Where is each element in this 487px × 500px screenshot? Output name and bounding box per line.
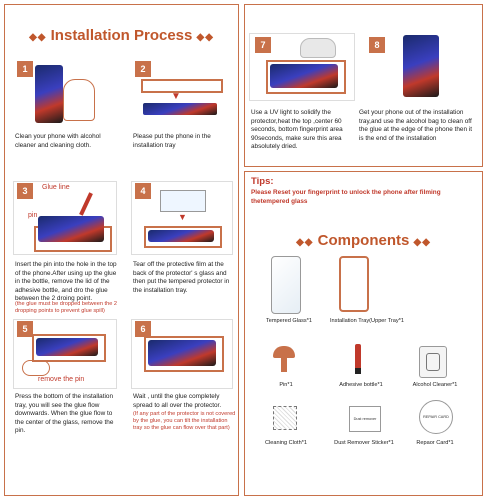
step-number: 3	[17, 183, 33, 199]
tips-title: Tips:	[251, 176, 274, 187]
tempered-glass-icon	[271, 256, 301, 314]
step-6-text: Wait , until the glue completely spread to all over the protector.	[133, 393, 222, 409]
step-3-text: Insert the pin into the hole in the top of the phone.After using up the glue in the bottle, remove the lid of the adhesive bottle, and dro the glue between the 2 droing point.	[15, 261, 117, 303]
pin-icon	[273, 346, 295, 358]
bottle-cap	[355, 368, 361, 374]
components-header	[245, 232, 482, 249]
step-3-note: (the glue must be dropped between the 2 dropping points to prevent glue spill)	[15, 301, 118, 315]
component-pin	[261, 344, 311, 394]
component-dust-remover	[329, 404, 399, 454]
component-cleaning-cloth	[261, 404, 311, 454]
phone-illustration	[143, 103, 217, 115]
remove-pin-label: remove the pin	[38, 376, 85, 383]
component-label: Alcohol Cleaner*1	[412, 382, 458, 388]
title-dots-left: ◆◆	[29, 32, 47, 43]
alcohol-cleaner-icon	[419, 346, 447, 378]
steps-7-8-panel	[244, 4, 483, 167]
step-1-text: Clean your phone with alcohol cleaner and cleaning cloth.	[15, 133, 101, 149]
arrow-down-icon: ▼	[178, 212, 187, 222]
tray-icon	[339, 256, 369, 312]
hand-cloth-illustration	[63, 79, 95, 121]
phone-illustration	[148, 230, 214, 242]
components-title: Components	[317, 232, 410, 249]
component-label: Tempered Glass*1	[265, 318, 312, 324]
component-label: Adhesive bottle*1	[339, 382, 383, 388]
component-label: Pin*1	[279, 382, 293, 388]
tips-text: Please Reset your fingerprint to unlock the phone after filming thetempered glass	[251, 189, 441, 205]
phone-illustration	[270, 64, 338, 88]
component-adhesive-bottle	[331, 344, 391, 394]
uv-light-illustration	[300, 38, 336, 58]
phone-illustration	[35, 65, 63, 123]
installation-process-panel	[4, 4, 239, 496]
step-2-text: Please put the phone in the installation tray	[133, 133, 211, 149]
cleaning-cloth-icon	[273, 406, 297, 430]
alcohol-pad	[426, 353, 440, 371]
pin-stem	[281, 358, 287, 372]
step-number: 4	[135, 183, 151, 199]
component-label: Cleaning Cloth*1	[265, 440, 307, 446]
component-alcohol-cleaner	[405, 344, 469, 394]
tray-illustration	[141, 79, 223, 93]
step-6-note: (If any part of the protector is not covered by the glue, you can tilt the installation tray so the glue can flow over that part)	[133, 411, 236, 432]
finger-illustration	[22, 360, 50, 376]
phone-illustration	[36, 338, 98, 356]
step-4-text: Tear off the protective film at the back of the protector' s glass and then put the tempered protector in the installation tray.	[133, 261, 230, 294]
title-dots-right: ◆◆	[196, 32, 214, 43]
phone-illustration	[148, 340, 216, 366]
step-number: 2	[135, 61, 151, 77]
component-label: Repaor Card*1	[416, 440, 454, 446]
component-label: Dust Remover Sticker*1	[334, 440, 394, 446]
phone-illustration	[38, 216, 104, 242]
title-dots-left: ◆◆	[296, 237, 314, 248]
arrow-down-icon: ▼	[171, 91, 181, 102]
step-number: 7	[255, 37, 271, 53]
dust-remover-icon: Dust remover	[349, 406, 381, 432]
step-number: 5	[17, 321, 33, 337]
protector-glass-illustration	[160, 190, 206, 212]
pin-label: pin	[28, 212, 38, 219]
glue-line-label: Glue line	[42, 184, 70, 191]
step-number: 1	[17, 61, 33, 77]
installation-process-header	[5, 27, 238, 44]
phone-illustration	[403, 35, 439, 97]
installation-process-title: Installation Process	[50, 27, 193, 44]
step-7-text: Use a UV light to solidify the protector,heat the top ,center 60 seconds, bottom fingerprint area 90seconds, make sure this area absolutely dried.	[251, 109, 343, 151]
tips-components-panel	[244, 171, 483, 496]
component-label: Installation Tray(Upper Tray*1	[330, 318, 404, 324]
glue-bottle-illustration	[79, 192, 93, 215]
component-installation-tray	[329, 256, 409, 326]
step-5-text: Press the bottom of the installation tray, you will see the glue flow downwards. When the glue flow to the center of the glass, remove the pin.	[15, 393, 114, 435]
repair-card-icon: REPAIR CARD	[419, 400, 453, 434]
component-repair-card	[405, 400, 471, 454]
component-tempered-glass	[263, 256, 313, 326]
step-number: 6	[135, 321, 151, 337]
title-dots-right: ◆◆	[413, 237, 431, 248]
step-8-text: Get your phone out of the installation tray,and use the alcohol bag to clean off the glue at the edge of the phone then it is the end of the installation	[359, 109, 472, 142]
step-number: 8	[369, 37, 385, 53]
